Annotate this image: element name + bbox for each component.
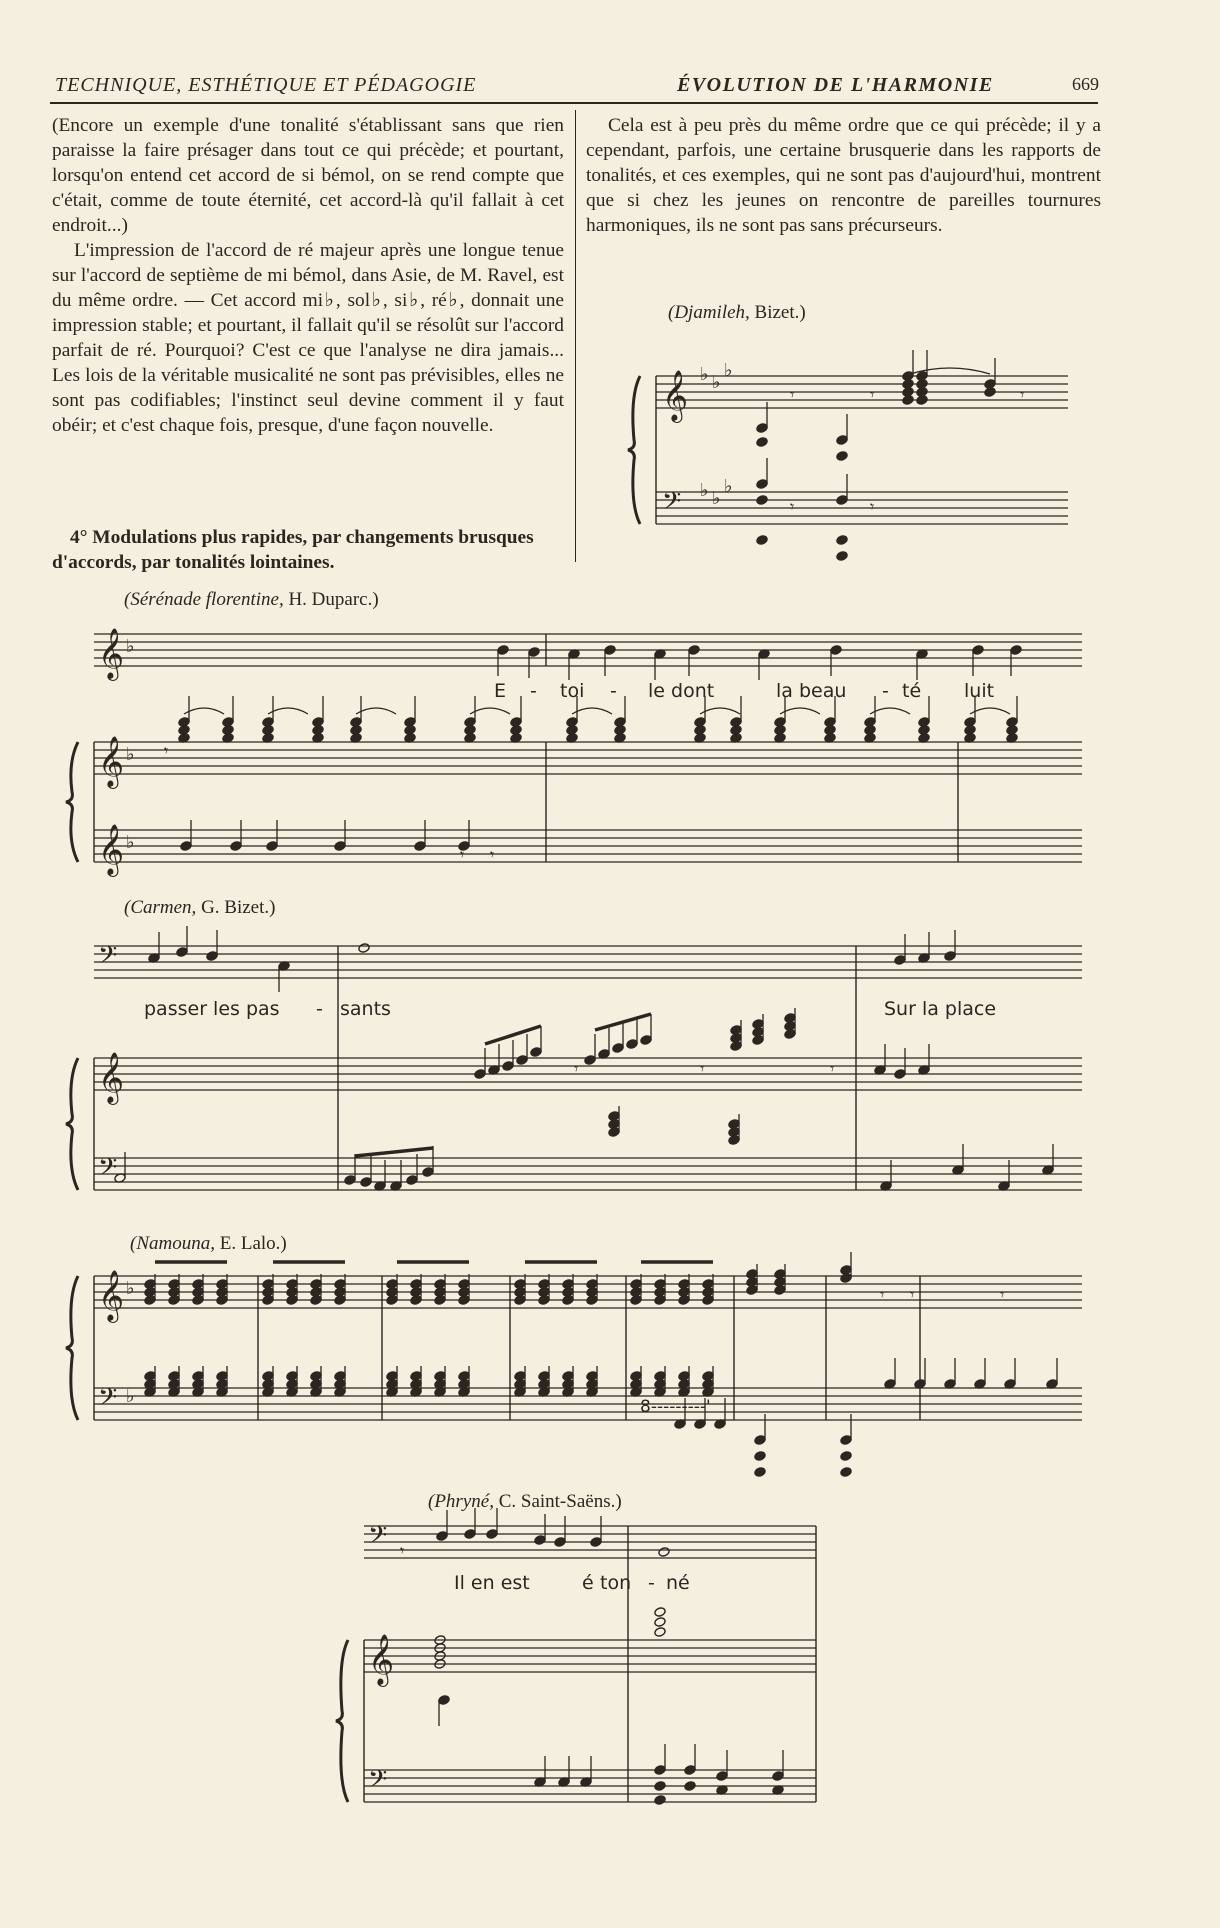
page-number: 669 [1072, 74, 1099, 94]
running-header-right: ÉVOLUTION DE L'HARMONIE [677, 74, 994, 96]
carmen-upper-note-head [894, 1069, 906, 1080]
namouna-lower-chord-head [458, 1371, 470, 1382]
djamileh-flat: ♭ [712, 488, 721, 509]
lyric-carmen-4: Sur la place [884, 998, 997, 1020]
phryne-voice-note-head [590, 1537, 602, 1548]
namouna-clef: 𝄞 [98, 1270, 125, 1321]
caption-phryne: (Phryné, C. Saint-Saëns.) [428, 1491, 622, 1512]
lyric-serenade-9: luit [964, 680, 995, 702]
carmen-beam [355, 1148, 433, 1156]
lyric-serenade-4: - [610, 680, 617, 702]
djamileh-bass-chord-head [836, 551, 848, 562]
serenade-tie [184, 708, 224, 714]
djamileh-flat: ♭ [700, 480, 709, 501]
namouna-flat: ♭ [126, 1278, 135, 1299]
djamileh-clef: 𝄢 [662, 487, 682, 522]
namouna-upper-chord-head [216, 1279, 228, 1290]
djamileh-rest: 𝄾 [790, 385, 795, 404]
namouna-lower-chord-head [586, 1371, 598, 1382]
namouna-upper-chord-head [562, 1279, 574, 1290]
namouna-lower-chord-head [386, 1371, 398, 1382]
namouna-upper-chord-head [334, 1279, 346, 1290]
djamileh-note-head [836, 435, 848, 446]
carmen-upper-note-head [530, 1047, 542, 1058]
serenade-tie [268, 708, 308, 714]
serenade-clef: 𝄞 [98, 628, 125, 679]
phryne-voice-note-head [436, 1531, 448, 1542]
namouna-lower-chord-head [262, 1371, 274, 1382]
carmen-lower-chord-head [608, 1111, 620, 1122]
serenade-clef: 𝄞 [98, 824, 125, 875]
phryne-brace [336, 1640, 348, 1802]
phryne-upper-chord-head [654, 1607, 666, 1618]
namouna-rest: 𝄾 [1000, 1285, 1005, 1304]
phryne-upper-chord-head [654, 1617, 666, 1628]
carmen-lower-note-head [406, 1175, 418, 1186]
namouna-upper-chord-head [654, 1279, 666, 1290]
namouna-upper-chord-head [538, 1279, 550, 1290]
ottava-marking: 8---------' [640, 1397, 711, 1417]
namouna-upper-chord-head [144, 1279, 156, 1290]
namouna-lower-chord-head [410, 1371, 422, 1382]
serenade-tie [470, 708, 510, 714]
carmen-lower-note-head [422, 1167, 434, 1178]
serenade-voice-note-head [688, 645, 700, 656]
carmen-lower-note-head [344, 1175, 356, 1186]
phryne-lower-chord-head [684, 1781, 696, 1792]
djamileh-flat: ♭ [724, 476, 733, 497]
namouna-lower-chord-head [562, 1371, 574, 1382]
lyric-serenade-1: E [494, 680, 507, 702]
namouna-upper-chord-head [310, 1279, 322, 1290]
lyric-serenade-3: toi [560, 680, 585, 702]
namouna-upper-chord-head [774, 1269, 786, 1280]
namouna-upper-chord-head [746, 1269, 758, 1280]
namouna-lower-chord-head [514, 1371, 526, 1382]
carmen-upper-note-head [626, 1039, 638, 1050]
namouna-lower-chord-head [286, 1371, 298, 1382]
phryne-clef: 𝄢 [368, 1521, 388, 1556]
namouna-lower-chord-head [216, 1371, 228, 1382]
phryne-lower-chord-head [716, 1771, 728, 1782]
namouna-lower-chord-head [630, 1371, 642, 1382]
serenade-lower-note-head [230, 841, 242, 852]
caption-serenade: (Sérénade florentine, H. Duparc.) [124, 589, 379, 610]
serenade-rest: 𝄾 [490, 845, 495, 864]
djamileh-rest: 𝄾 [870, 385, 875, 404]
djamileh-note-head [756, 423, 768, 434]
carmen-upper-note-head [502, 1061, 514, 1072]
namouna-upper-chord-head [262, 1279, 274, 1290]
namouna-lower-chord-head [654, 1371, 666, 1382]
phryne-voice-note-head [554, 1537, 566, 1548]
carmen-upper-note-head [612, 1043, 624, 1054]
phryne-lower-chord-head [654, 1795, 666, 1806]
phryne-lower-chord-head [654, 1781, 666, 1792]
serenade-voice-note-head [604, 645, 616, 656]
caption-namouna: (Namouna, E. Lalo.) [130, 1233, 287, 1254]
djamileh-note-head [836, 451, 848, 462]
djamileh-brace [628, 376, 640, 524]
serenade-voice-note-head [1010, 645, 1022, 656]
namouna-lower-chord-head [754, 1467, 766, 1478]
lyric-phryne-4: - [648, 1572, 655, 1594]
serenade-voice-note-head [972, 645, 984, 656]
namouna-upper-chord-head [458, 1279, 470, 1290]
phryne-clef: 𝄢 [368, 1765, 388, 1800]
namouna-upper-chord-head [168, 1279, 180, 1290]
serenade-flat: ♭ [126, 832, 135, 853]
paragraph-ravel: L'impression de l'accord de ré majeur après une longue tenue sur l'accord de septième de mi bémol, dans Asie, de M. Ravel, est du même ordre. — Cet accord mi♭, sol♭, si♭, ré♭, donnait une impression stable; et pourtant, il fallait qu'il se résolût sur l'accord parfait de ré. Pourquoi? C'est ce que l'analyse ne dira jamais... Les lois de la véritable musicalité ne sont pas prévisibles, elles ne sont pas codifiables; l'instinct seul devine comment il y faut obéir; et c'est chaque fois, presque, d'une façon nouvelle. [52, 240, 564, 436]
serenade-lower-note-head [334, 841, 346, 852]
djamileh-flat: ♭ [700, 364, 709, 385]
namouna-lower-chord-head [754, 1451, 766, 1462]
namouna-lower-chord-head [840, 1451, 852, 1462]
namouna-lower-chord-head [678, 1371, 690, 1382]
serenade-tie [356, 708, 396, 714]
carmen-upper-chord-head [784, 1013, 796, 1024]
carmen-upper-chord-head [730, 1025, 742, 1036]
namouna-upper-chord-head [702, 1279, 714, 1290]
carmen-voice-note-head [358, 943, 370, 954]
serenade-voice-note-head [497, 645, 509, 656]
phryne-voice-note-head [486, 1529, 498, 1540]
lyric-carmen-1: passer les pas [144, 998, 280, 1020]
lyric-carmen-2: - [316, 998, 323, 1020]
namouna-lower-chord-head [754, 1435, 766, 1446]
serenade-tie [572, 708, 612, 714]
serenade-tie [780, 708, 820, 714]
serenade-flat: ♭ [126, 744, 135, 765]
running-header-left: TECHNIQUE, ESTHÉTIQUE ET PÉDAGOGIE [55, 74, 477, 96]
serenade-tie [870, 708, 910, 714]
namouna-brace [66, 1276, 78, 1420]
serenade-clef: 𝄞 [98, 736, 125, 787]
namouna-lower-chord-head [702, 1371, 714, 1382]
serenade-tie [700, 708, 740, 714]
djamileh-chord-head [902, 395, 914, 406]
caption-djamileh: (Djamileh, Bizet.) [668, 302, 806, 323]
djamileh-bass-chord-head [756, 479, 768, 490]
carmen-voice-note-head [894, 955, 906, 966]
djamileh-clef: 𝄞 [662, 370, 689, 421]
namouna-upper-chord-head [840, 1265, 852, 1276]
phryne-rest: 𝄾 [400, 1541, 405, 1560]
section-heading-text: 4° Modulations plus rapides, par changements brusques d'accords, par tonalités lointaines. [52, 527, 534, 573]
carmen-upper-chord-head [752, 1019, 764, 1030]
carmen-upper-note-head [516, 1055, 528, 1066]
namouna-upper-chord-head [286, 1279, 298, 1290]
carmen-upper-note-head [474, 1069, 486, 1080]
namouna-upper-chord-head [586, 1279, 598, 1290]
paragraph-parenthetical: (Encore un exemple d'une tonalité s'établissant sans que rien paraisse la faire présager dans tout ce qui précède; et pourtant, lorsqu'on entend cet accord de si bémol, on se rend compte que c'était, comme de toute éternité, cet accord-là qu'il fallait à cet endroit...) [52, 115, 564, 236]
djamileh-bass-chord-head [836, 535, 848, 546]
carmen-upper-note-head [584, 1055, 596, 1066]
lyric-phryne-1: Il en est [454, 1572, 530, 1594]
djamileh-rest: 𝄾 [1020, 385, 1025, 404]
djamileh-note-head [756, 437, 768, 448]
phryne-lower-chord-head [654, 1765, 666, 1776]
namouna-lower-chord-head [310, 1371, 322, 1382]
namouna-upper-chord-head [630, 1279, 642, 1290]
namouna-lower-chord-head [840, 1467, 852, 1478]
carmen-upper-note-head [640, 1035, 652, 1046]
djamileh-rest: 𝄾 [790, 497, 795, 516]
namouna-flat: ♭ [126, 1386, 135, 1407]
caption-carmen: (Carmen, G. Bizet.) [124, 897, 276, 918]
carmen-clef: 𝄞 [98, 1052, 125, 1103]
phryne-voice-note-head [658, 1547, 670, 1558]
phryne-voice-note-head [464, 1529, 476, 1540]
namouna-lower-chord-head [192, 1371, 204, 1382]
serenade-lower-note-head [266, 841, 278, 852]
carmen-voice-note-head [944, 951, 956, 962]
carmen-voice-note-head [206, 951, 218, 962]
carmen-rest: 𝄾 [700, 1059, 705, 1078]
lyric-serenade-8: té [902, 680, 922, 702]
djamileh-chord-head [916, 395, 928, 406]
carmen-brace [66, 1058, 78, 1190]
namouna-upper-chord-head [410, 1279, 422, 1290]
carmen-clef: 𝄢 [98, 941, 118, 976]
namouna-rest: 𝄾 [880, 1285, 885, 1304]
djamileh-rest: 𝄾 [870, 497, 875, 516]
namouna-upper-chord-head [192, 1279, 204, 1290]
djamileh-flat: ♭ [712, 372, 721, 393]
serenade-voice-note-head [830, 645, 842, 656]
serenade-rest: 𝄾 [164, 741, 169, 760]
serenade-voice-note-head [528, 647, 540, 658]
carmen-lower-chord-head [728, 1119, 740, 1130]
djamileh-bass-chord-head [836, 495, 848, 506]
carmen-clef: 𝄢 [98, 1153, 118, 1188]
lyric-serenade-5: le dont [648, 680, 715, 702]
carmen-voice-note-head [176, 947, 188, 958]
phryne-lower-chord-head [772, 1771, 784, 1782]
serenade-lower-note-head [180, 841, 192, 852]
phryne-voice-note-head [534, 1535, 546, 1546]
lyric-phryne-5: né [666, 1572, 690, 1594]
lyric-serenade-2: - [530, 680, 537, 702]
phryne-lower-chord-head [684, 1765, 696, 1776]
lyric-phryne-2: é [582, 1572, 594, 1594]
namouna-rest: 𝄾 [910, 1285, 915, 1304]
djamileh-bass-chord-head [756, 535, 768, 546]
namouna-lower-chord-head [840, 1435, 852, 1446]
serenade-rest: 𝄾 [460, 845, 465, 864]
namouna-upper-chord-head [514, 1279, 526, 1290]
lyric-carmen-3: sants [340, 998, 391, 1020]
namouna-lower-chord-head [168, 1371, 180, 1382]
serenade-brace [66, 742, 78, 862]
namouna-upper-chord-head [386, 1279, 398, 1290]
phryne-clef: 𝄞 [368, 1634, 395, 1685]
phryne-upper-note-head [438, 1695, 450, 1706]
namouna-lower-chord-head [144, 1371, 156, 1382]
djamileh-flat: ♭ [724, 360, 733, 381]
namouna-upper-chord-head [678, 1279, 690, 1290]
djamileh-chord-head [984, 387, 996, 398]
djamileh-bass-chord-head [756, 495, 768, 506]
carmen-rest: 𝄾 [830, 1059, 835, 1078]
phryne-upper-chord-head [654, 1627, 666, 1638]
serenade-lower-note-head [414, 841, 426, 852]
namouna-clef: 𝄢 [98, 1383, 118, 1418]
lyric-phryne-3: ton [600, 1572, 632, 1594]
carmen-rest: 𝄾 [574, 1059, 579, 1078]
carmen-lower-note-head [360, 1177, 372, 1188]
serenade-tie [970, 708, 1010, 714]
lyric-serenade-7: - [882, 680, 889, 702]
namouna-lower-chord-head [334, 1371, 346, 1382]
namouna-lower-chord-head [538, 1371, 550, 1382]
namouna-lower-chord-head [434, 1371, 446, 1382]
paragraph-brusquerie: Cela est à peu près du même ordre que ce qui précède; il y a cependant, parfois, une certaine brusquerie dans les rapports de tonalités, et ces exemples, qui ne sont pas d'aujourd'hui, montrent que si chez les jeunes on rencontre de pareilles tournures harmoniques, ils ne sont pas sans précurseurs. [586, 115, 1101, 236]
lyric-serenade-6: la beau [776, 680, 847, 702]
namouna-upper-chord-head [434, 1279, 446, 1290]
serenade-flat: ♭ [126, 636, 135, 657]
